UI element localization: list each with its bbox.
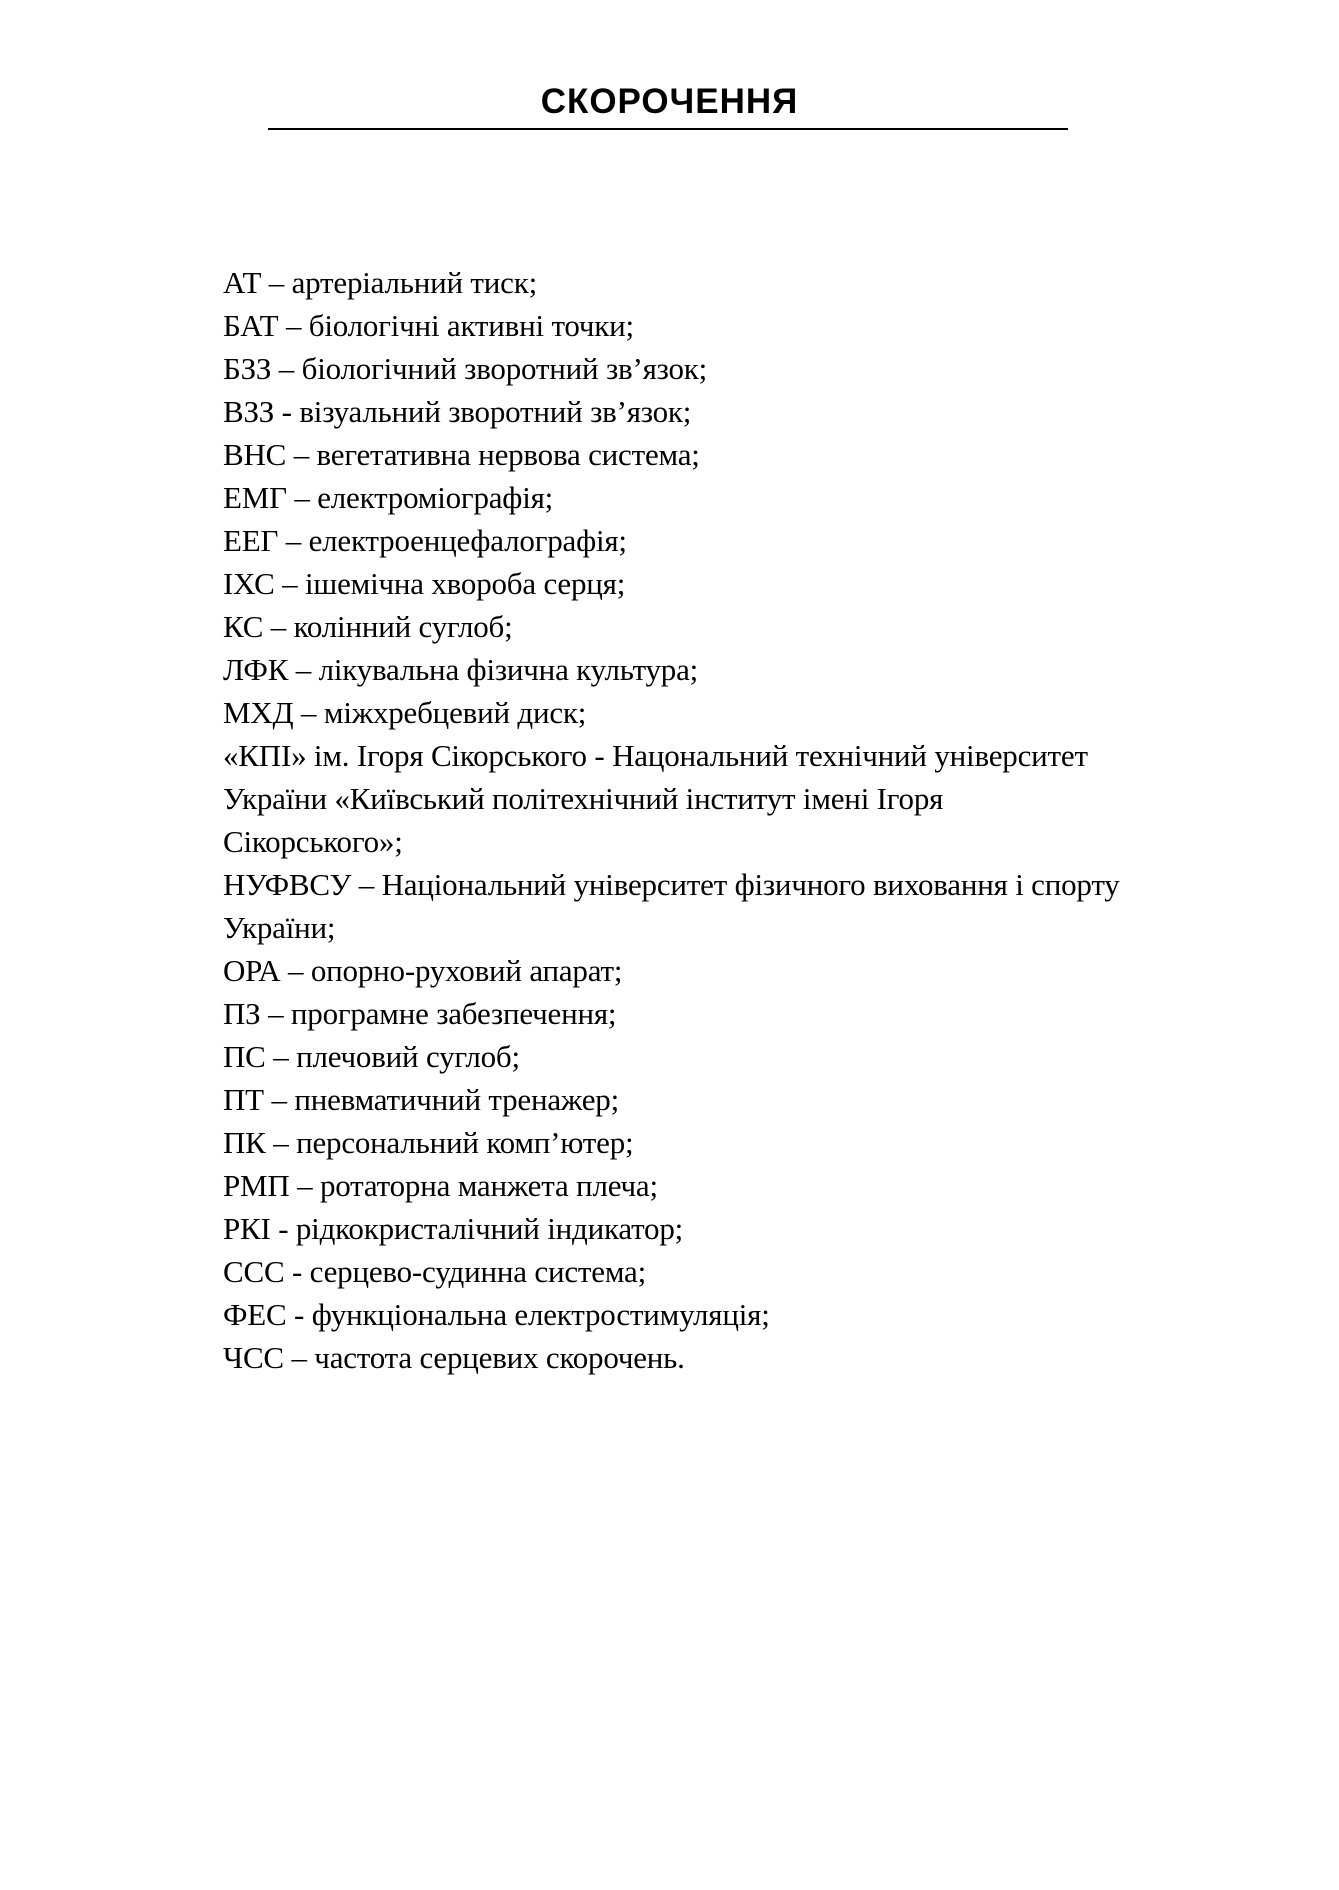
abbreviation-line: БЗЗ – біологічний зворотний зв’язок; (223, 351, 708, 386)
abbreviation-line: ЧСС – частота серцевих скорочень. (223, 1340, 685, 1375)
abbreviation-line: ПТ – пневматичний тренажер; (223, 1082, 619, 1117)
abbreviation-line: «КПІ» ім. Ігоря Сікорського - Нацональний технічний університет (223, 738, 1088, 773)
abbreviation-line: ВЗЗ - візуальний зворотний зв’язок; (223, 394, 692, 429)
abbreviation-line: НУФВСУ – Національний університет фізичного виховання і спорту (223, 867, 1120, 902)
abbreviation-line: ФЕС - функціональна електростимуляція; (223, 1297, 770, 1332)
abbreviation-line: України «Київський політехнічний інститут імені Ігоря (223, 781, 944, 816)
abbreviation-line: ІХС – ішемічна хвороба серця; (223, 566, 626, 601)
abbreviation-line: АТ – артеріальний тиск; (223, 265, 537, 300)
abbreviation-line: БАТ – біологічні активні точки; (223, 308, 634, 343)
title-underline (268, 128, 1068, 130)
abbreviation-line: ССС - серцево-судинна система; (223, 1254, 646, 1289)
abbreviation-line: України; (223, 910, 336, 945)
abbreviation-line: ПЗ – програмне забезпечення; (223, 996, 617, 1031)
abbreviation-line: ЛФК – лікувальна фізична культура; (223, 652, 699, 687)
abbreviation-line: ПК – персональний комп’ютер; (223, 1125, 634, 1160)
abbreviation-line: Сікорського»; (223, 824, 403, 859)
abbreviation-line: ПС – плечовий суглоб; (223, 1039, 520, 1074)
abbreviation-line: РМП – ротаторна манжета плеча; (223, 1168, 658, 1203)
abbreviation-line: ЕМГ – електроміографія; (223, 480, 554, 515)
abbreviation-line: ОРА – опорно-руховий апарат; (223, 953, 623, 988)
abbreviation-line: МХД – міжхребцевий диск; (223, 695, 587, 730)
page-title: СКОРОЧЕННЯ (540, 82, 799, 121)
abbreviation-line: КС – колінний суглоб; (223, 609, 513, 644)
abbreviation-line: РКІ - рідкокристалічний індикатор; (223, 1211, 684, 1246)
abbreviation-line: ЕЕГ – електроенцефалографія; (223, 523, 627, 558)
abbreviation-line: ВНС – вегетативна нервова система; (223, 437, 700, 472)
abbreviation-list (223, 261, 1120, 1379)
